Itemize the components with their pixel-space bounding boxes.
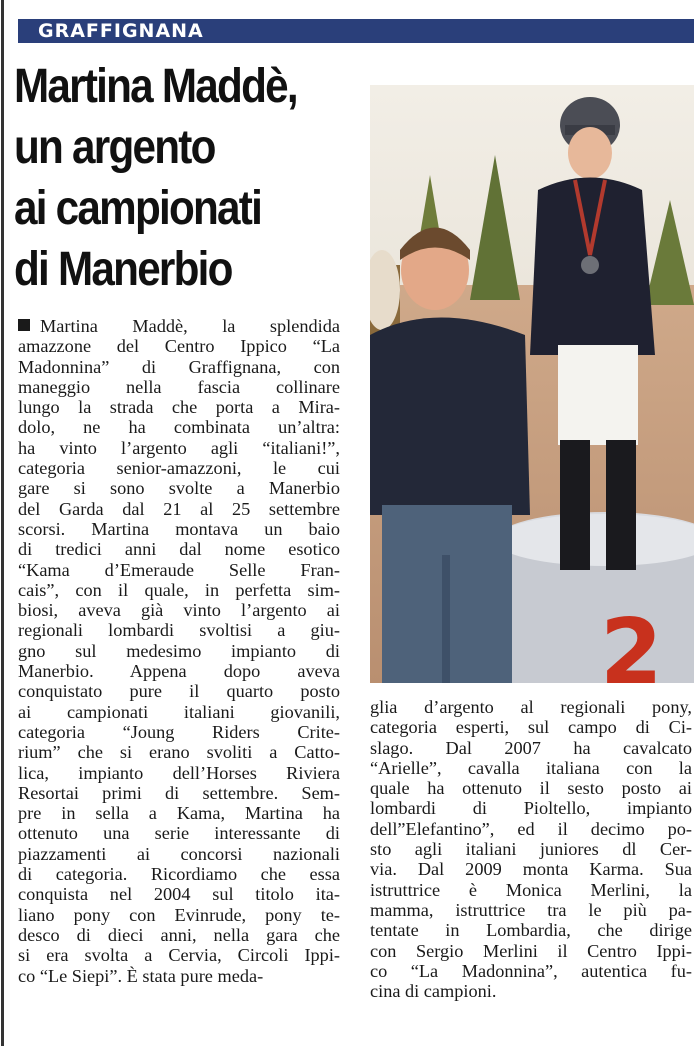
article-line-text: ottenuto una serie interessante di xyxy=(18,823,340,844)
article-line xyxy=(18,357,340,377)
headline-line: di Manerbio xyxy=(14,243,232,296)
article-line xyxy=(18,742,340,762)
article-line xyxy=(18,519,340,539)
article-line xyxy=(370,920,692,940)
article-line xyxy=(370,961,692,981)
article-line xyxy=(18,336,340,356)
article-line-text: gare si sono svolte a Manerbio xyxy=(18,478,340,499)
section-header-bar xyxy=(18,19,694,43)
article-line xyxy=(370,819,692,839)
article-line-text: regionali lombardi svoltisi a giu- xyxy=(18,620,340,641)
article-line xyxy=(18,458,340,478)
article-line-text: rium” che si erano svoliti a Catto- xyxy=(18,742,340,763)
article-line-text: Madonnina” di Graffignana, con xyxy=(18,356,340,377)
article-line xyxy=(370,880,692,900)
article-line xyxy=(370,941,692,961)
article-line-text: ha vinto l’argento agli “italiani!”, xyxy=(18,437,340,458)
article-line-text: lungo la strada che porta a Mira- xyxy=(18,397,340,418)
article-line xyxy=(18,478,340,498)
article-line-text: sto agli italiani juniores dl Cer- xyxy=(370,839,692,860)
article-line-text: biosi, aveva già vinto l’argento ai xyxy=(18,600,340,621)
article-line-text: maneggio nella fascia collinare xyxy=(18,376,340,397)
article-line-text: co “La Madonnina”, autentica fu- xyxy=(370,960,692,981)
article-line xyxy=(18,803,340,823)
article-line xyxy=(18,641,340,661)
headline-line: Martina Maddè, xyxy=(14,60,297,113)
article-line-text: lica, impianto dell’Horses Riviera xyxy=(18,762,340,783)
article-line xyxy=(18,783,340,803)
podium-number: 2 xyxy=(600,600,663,683)
article-line-text: del Garda dal 21 al 25 settembre xyxy=(18,498,340,519)
article-line xyxy=(18,417,340,437)
article-line xyxy=(18,945,340,965)
article-line-text: Resortai primi di settembre. Sem- xyxy=(18,782,340,803)
article-line xyxy=(18,316,340,336)
article-line-text: gno sul medesimo impianto di xyxy=(18,640,340,661)
photo-podium-illustration xyxy=(370,85,694,683)
article-photo xyxy=(370,85,694,683)
article-line xyxy=(18,499,340,519)
article-line-text: cais”, con il quale, in perfetta sim- xyxy=(18,579,340,600)
article-line xyxy=(18,763,340,783)
article-line-text: desco di dieci anni, nella gara che xyxy=(18,924,340,945)
article-line-text: pre in sella a Kama, Martina ha xyxy=(18,803,340,824)
article-line xyxy=(18,438,340,458)
article-line-text: piazzamenti ai concorsi nazionali xyxy=(18,843,340,864)
article-line-text: categoria “Joung Riders Crite- xyxy=(18,721,340,742)
article-line-text: istruttrice è Monica Merlini, la xyxy=(370,879,692,900)
article-line xyxy=(18,905,340,925)
article-line xyxy=(370,738,692,758)
headline xyxy=(14,56,318,300)
article-line xyxy=(370,758,692,778)
article-line-text: glia d’argento al regionali pony, xyxy=(370,697,692,717)
article-line-text: co “Le Siepi”. È stata pure meda- xyxy=(18,965,264,986)
article-line xyxy=(370,839,692,859)
article-line xyxy=(18,966,340,986)
article-line-text: lombardi di Pioltello, impianto xyxy=(370,798,692,819)
article-line-text: via. Dal 2009 monta Karma. Sua xyxy=(370,859,692,880)
article-line xyxy=(18,539,340,559)
column-rule xyxy=(1,0,4,1046)
article-column-2 xyxy=(370,697,692,1001)
article-line xyxy=(18,560,340,580)
article-line xyxy=(18,864,340,884)
article-line xyxy=(370,717,692,737)
article-line xyxy=(18,377,340,397)
headline-line: un argento xyxy=(14,121,215,174)
article-line-text: Manerbio. Appena dopo aveva xyxy=(18,661,340,682)
article-line xyxy=(18,580,340,600)
article-line xyxy=(370,981,692,1001)
article-line xyxy=(18,620,340,640)
article-line-text: categoria senior-amazzoni, le cui xyxy=(18,458,340,479)
article-line-text: slago. Dal 2007 ha cavalcato xyxy=(370,737,692,758)
article-line-text: ai campionati italiani giovanili, xyxy=(18,701,340,722)
article-line xyxy=(370,900,692,920)
bullet-square-icon xyxy=(18,319,30,331)
article-line xyxy=(18,884,340,904)
article-line-text: “Arielle”, cavalla italiana con la xyxy=(370,757,692,778)
article-line-text: Martina Maddè, la splendida xyxy=(40,316,340,336)
article-line-text: categoria esperti, sul campo di Ci- xyxy=(370,717,692,738)
article-line xyxy=(18,925,340,945)
article-line xyxy=(18,844,340,864)
article-line-text: mamma, istruttrice tra le più pa- xyxy=(370,899,692,920)
article-line xyxy=(370,798,692,818)
headline-line: ai campionati xyxy=(14,182,262,235)
article-line xyxy=(18,702,340,722)
article-line-text: dell”Elefantino”, ed il decimo po- xyxy=(370,818,692,839)
section-label: GRAFFIGNANA xyxy=(38,20,204,42)
article-line-text: di categoria. Ricordiamo che essa xyxy=(18,864,340,885)
article-line-text: conquista nel 2004 sul titolo ita- xyxy=(18,884,340,905)
article-column-1 xyxy=(18,316,340,986)
article-line xyxy=(370,697,692,717)
article-line-text: “Kama d’Emeraude Selle Fran- xyxy=(18,559,340,580)
article-line xyxy=(18,681,340,701)
article-line-text: tentate in Lombardia, che dirige xyxy=(370,920,692,941)
article-line xyxy=(370,778,692,798)
article-line xyxy=(370,859,692,879)
article-line-text: con Sergio Merlini il Centro Ippi- xyxy=(370,940,692,961)
article-line-text: conquistato pure il quarto posto xyxy=(18,681,340,702)
article-line xyxy=(18,722,340,742)
article-line-text: cina di campioni. xyxy=(370,981,497,1002)
article-line xyxy=(18,397,340,417)
article-line-text: liano pony con Evinrude, pony te- xyxy=(18,904,340,925)
article-line xyxy=(18,661,340,681)
article-line xyxy=(18,823,340,843)
article-line-text: si era svolta a Cervia, Circoli Ippi- xyxy=(18,945,340,966)
article-line-text: dolo, ne ha combinata un’altra: xyxy=(18,417,340,438)
article-line-text: scorsi. Martina montava un baio xyxy=(18,518,340,539)
article-line-text: di tredici anni dal nome esotico xyxy=(18,539,340,560)
article-line xyxy=(18,600,340,620)
article-line-text: amazzone del Centro Ippico “La xyxy=(18,336,340,357)
article-line-text: quale ha ottenuto il sesto posto ai xyxy=(370,778,692,799)
